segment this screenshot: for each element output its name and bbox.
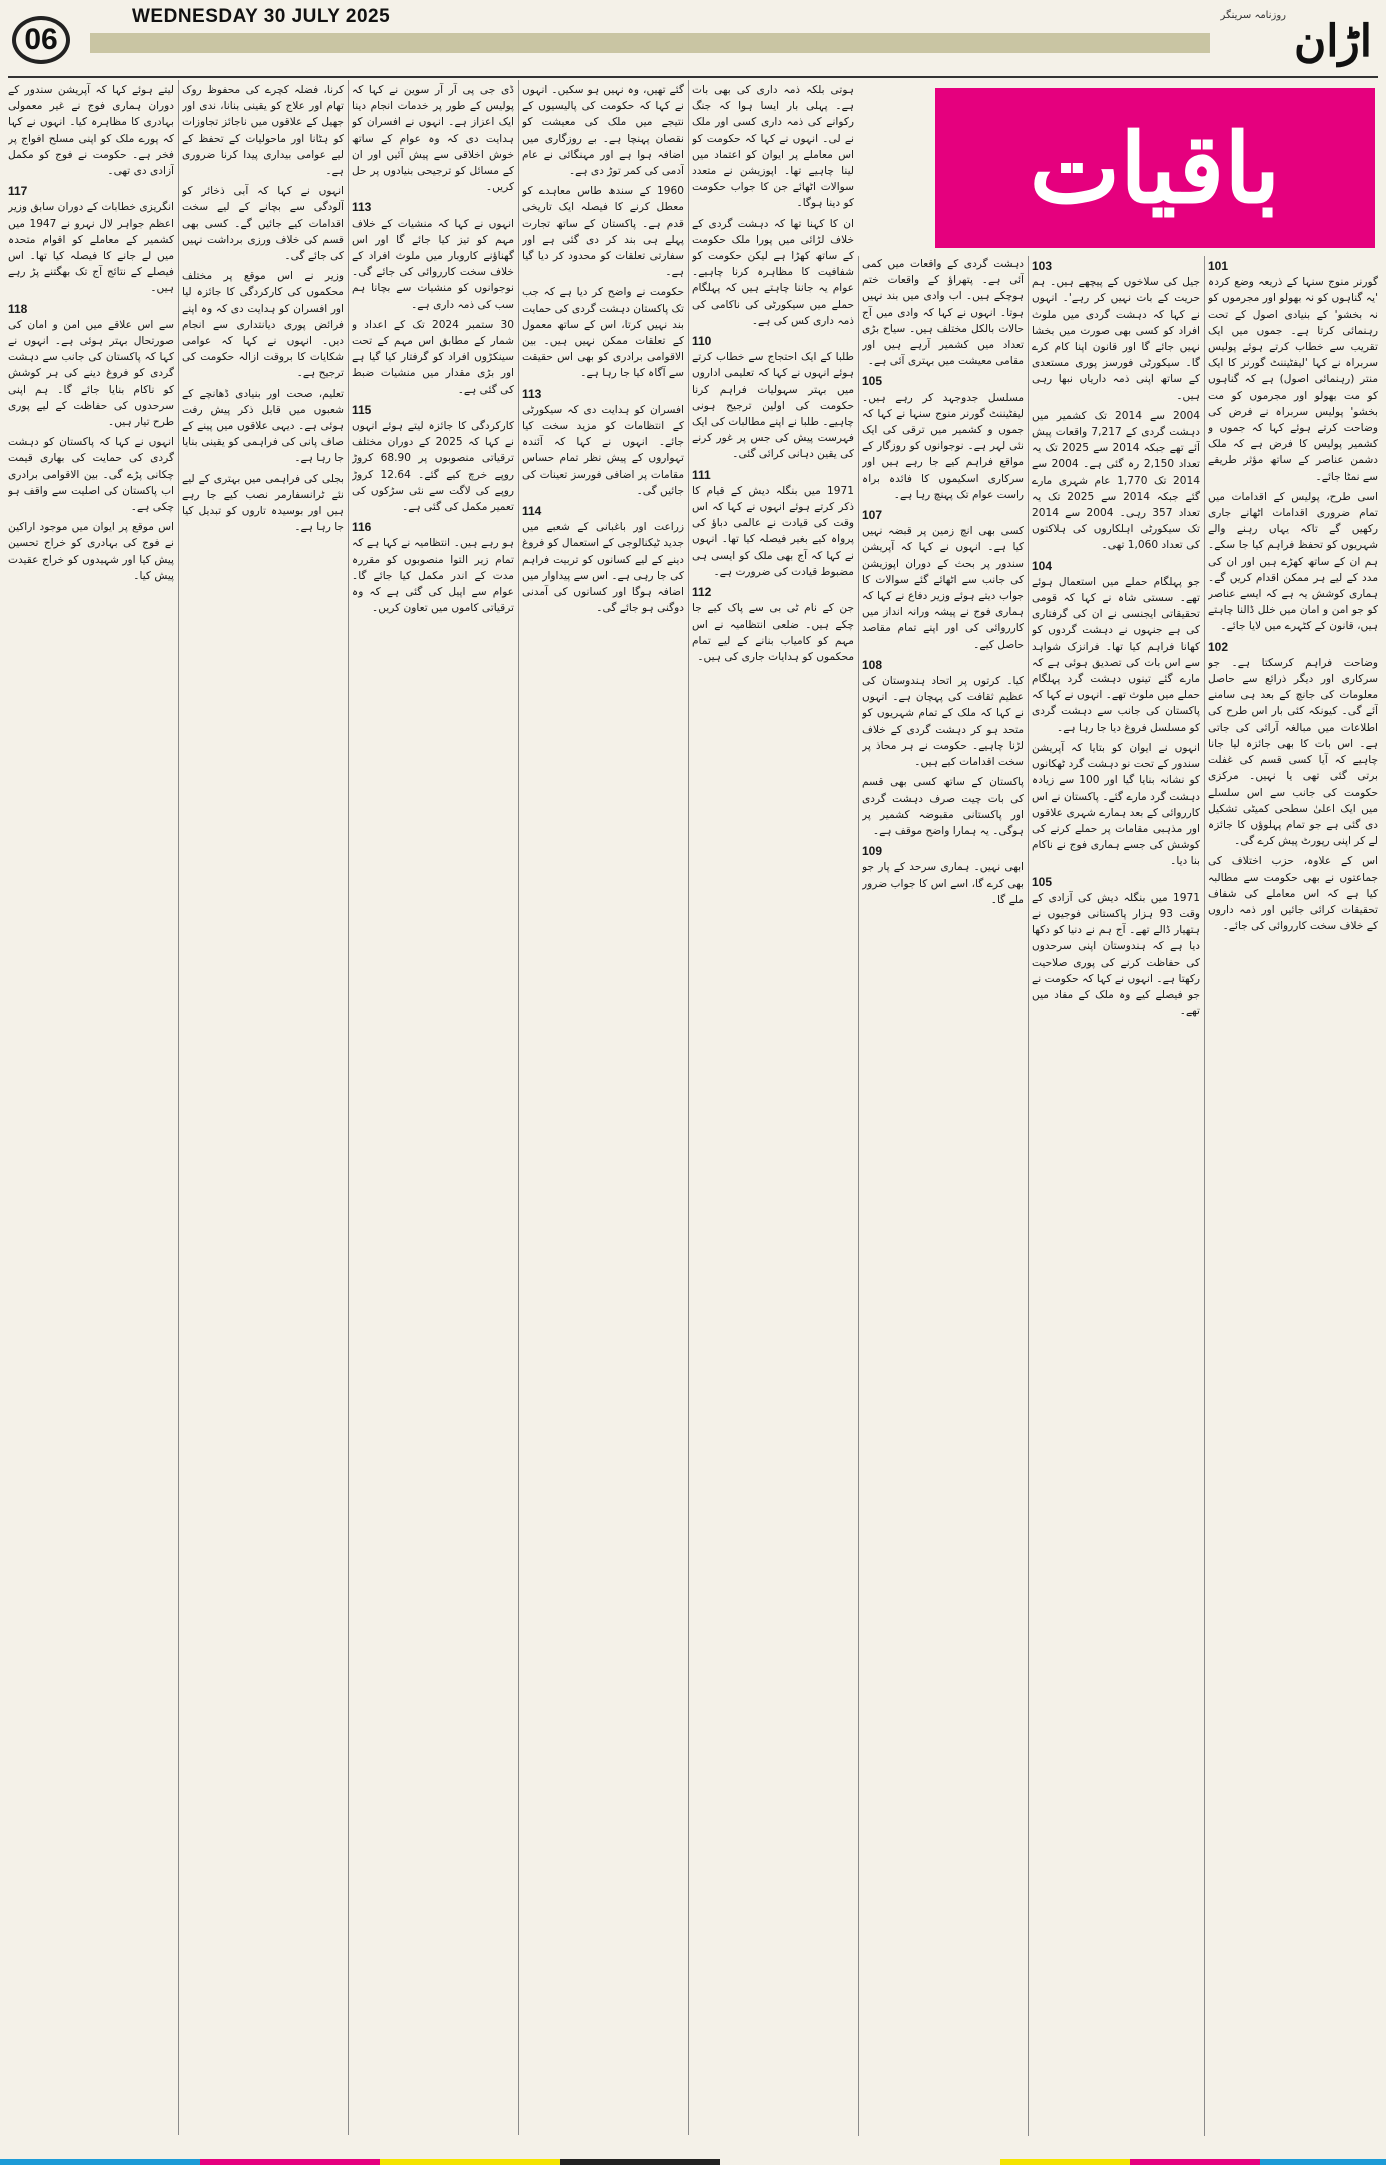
header-rule	[8, 76, 1378, 78]
article-paragraph: 2004 سے 2014 تک کشمیر میں دہشت گردی کے 7,217 واقعات پیش آئے تھے جبکہ 2014 سے 2025 تک یہ تعداد 2,150 رہ گئی ہے۔ 2004 سے 2014 تک 1,770 عام شہری مارے گئے جبکہ 2014 سے 2025 تک یہ تعداد 357 رہی۔ 2004 سے 2014 تک سیکورٹی اہلکاروں کی ہلاکتوں کی تعداد 1,060 تھی۔	[1032, 409, 1200, 552]
article-column-c3	[862, 256, 1024, 2136]
article-paragraph: وضاحت فراہم کرسکتا ہے۔ جو سرکاری اور دیگر ذرائع سے حاصل معلومات کی جانچ کے بعد ہی سامنے آئے گی۔ کیونکہ کئی بار اس طرح کی اطلاعات میں مبالغہ آرائی کی جاتی ہے۔ اس بات کا بھی جائزہ لیا جانا چاہیے کہ آیا کسی قسم کی غفلت برتی گئی تھی یا نہیں۔ مرکزی حکومت کی جانب سے اس سلسلے میں ایک اعلیٰ سطحی کمیٹی تشکیل دی گئی ہے جو تمام پہلوؤں کا جائزہ لے کر اپنی رپورٹ پیش کرے گی۔	[1208, 656, 1378, 848]
article-paragraph: زراعت اور باغبانی کے شعبے میں جدید ٹیکنالوجی کے استعمال کو فروغ دینے کے لیے کسانوں کو تربیت فراہم کی جا رہی ہے۔ اس سے پیداوار میں اضافہ ہوگا اور کسانوں کی آمدنی دوگنی ہو جائے گی۔	[522, 521, 684, 615]
article-paragraph: اس موقع پر ایوان میں موجود اراکین نے فوج کی بہادری کو خراج تحسین پیش کیا اور شہیدوں کو خراج عقیدت پیش کیا۔	[8, 521, 174, 582]
color-bar-magenta	[200, 2159, 380, 2165]
article-paragraph: انہوں نے ایوان کو بتایا کہ آپریشن سندور کے تحت نو دہشت گرد ٹھکانوں کو نشانہ بنایا گیا اور 100 سے زیادہ دہشت گرد مارے گئے۔ پاکستان نے اس کارروائی کے بعد ہمارے شہری علاقوں اور مذہبی مقامات پر حملے کرنے کی کوشش کی جسے ہماری فوج نے ناکام بنا دیا۔	[1032, 741, 1200, 868]
article-paragraph: وزیر نے اس موقع پر مختلف محکموں کی کارکردگی کا جائزہ لیا اور افسران کو ہدایت دی کہ وہ اپنے فرائض پوری دیانتداری سے انجام دیں۔ انہوں نے کہا کہ عوامی شکایات کا بروقت ازالہ حکومت کی ترجیح ہے۔	[182, 270, 344, 380]
article-paragraph: کرنا، فضلہ کچرے کی محفوظ روک تھام اور علاج کو یقینی بنانا، ندی اور جھیل کے علاقوں میں ناجائز تجاوزات کو ہٹانا اور ماحولیات کے تحفظ کے لیے عوامی بیداری پیدا کرنا ضروری ہے۔	[182, 84, 344, 178]
article-column-c4	[692, 82, 854, 2136]
article-paragraph: کیا۔ کرتوں پر اتحاد ہندوستان کی عظیم ثقافت کی پہچان ہے۔ انہوں نے کہا کہ ملک کے تمام شہریوں کو متحد ہو کر دہشت گردی کے خلاف لڑنا چاہیے۔ حکومت نے ہر محاذ پر سخت اقدامات کیے ہیں۔	[862, 675, 1024, 769]
article-paragraph: انہوں نے کہا کہ منشیات کے خلاف مہم کو تیز کیا جائے گا اور اس گھناؤنے کاروبار میں ملوث افراد کے خلاف سخت کارروائی کی جائے گی۔ نوجوانوں کو منشیات سے بچانا ہم سب کی ذمہ داری ہے۔	[352, 217, 514, 311]
article-column-c7	[182, 82, 344, 2136]
masthead-subtitle: روزنامہ سرینگر	[1220, 10, 1286, 21]
article-paragraph: ڈی جی پی آر آر سوین نے کہا کہ پولیس کے طور پر خدمات انجام دینا ایک اعزاز ہے۔ انہوں نے افسران کو ہدایت دی کہ وہ عوام کے ساتھ خوش اخلاقی سے پیش آئیں اور ان کے مسائل کو ترجیحی بنیادوں پر حل کریں۔	[352, 84, 514, 194]
story-number: 117	[8, 184, 28, 199]
article-paragraph: کسی بھی انچ زمین پر قبضہ نہیں کیا ہے۔ انہوں نے کہا کہ آپریشن سندور پر بحث کے دوران اپوزیشن کی جانب سے اٹھائے گئے سوالات کا جواب دیتے ہوئے وزیر دفاع نے کہا کہ ہماری فوج نے پیشہ ورانہ انداز میں کارروائی کی اور اپنے تمام مقاصد حاصل کیے۔	[862, 525, 1024, 651]
article-paragraph: مسلسل جدوجہد کر رہے ہیں۔ لیفٹیننٹ گورنر منوج سنہا نے کہا کہ جموں و کشمیر میں ترقی کی ایک نئی لہر ہے۔ نوجوانوں کو روزگار کے مواقع فراہم کیے جا رہے ہیں اور سرکاری اسکیموں کا فائدہ براہ راست عوام تک پہنچ رہا ہے۔	[862, 391, 1024, 501]
column-separator	[348, 80, 349, 2135]
article-paragraph: لیتے ہوئے کہا کہ آپریشن سندور کے دوران ہماری فوج نے غیر معمولی بہادری کا مظاہرہ کیا۔ انہوں نے کہا کہ پورے ملک کو اپنی مسلح افواج پر فخر ہے۔ حکومت نے فوج کو مکمل آزادی دی تھی۔	[8, 84, 174, 178]
story-number: 103	[1032, 259, 1053, 273]
story-number: 102	[1208, 639, 1229, 654]
article-paragraph: بجلی کی فراہمی میں بہتری کے لیے نئے ٹرانسفارمر نصب کیے جا رہے ہیں اور بوسیدہ تاروں کو تبدیل کیا جا رہا ہے۔	[182, 472, 344, 534]
article-column-c2	[1032, 256, 1200, 2136]
article-paragraph: دہشت گردی کے واقعات میں کمی آئی ہے۔ پتھراؤ کے واقعات ختم ہوچکے ہیں۔ اب وادی میں بند نہیں ہوتا۔ انہوں نے کہا کہ وادی میں آج حالات بالکل مختلف ہیں۔ سیاح بڑی تعداد میں کشمیر آرہے ہیں اور مقامی معیشت میں بہتری آئی ہے۔	[862, 258, 1024, 368]
column-separator	[178, 80, 179, 2135]
story-number: 104	[1032, 558, 1053, 573]
story-number: 114	[522, 504, 542, 519]
section-banner: باقیات	[935, 88, 1375, 248]
column-separator	[518, 80, 519, 2135]
story-number: 112	[692, 585, 712, 600]
article-paragraph: انگریزی خطابات کے دوران سابق وزیر اعظم جواہر لال نہرو نے 1947 میں کشمیر کے معاملے کو اقوام متحدہ میں لے جانے کا فیصلہ کیا تھا۔ اس فیصلے کے نتائج آج تک بھگتنے پڑ رہے ہیں۔	[8, 201, 174, 295]
article-paragraph: 1971 میں بنگلہ دیش کے قیام کا ذکر کرتے ہوئے انہوں نے کہا کہ اس وقت کی قیادت نے عالمی دباؤ کی پرواہ کیے بغیر فیصلہ کیا تھا۔ انہوں نے کہا کہ آج بھی ملک کو ایسی ہی مضبوط قیادت کی ضرورت ہے۔	[692, 484, 854, 578]
article-paragraph: انہوں نے کہا کہ پاکستان کو دہشت گردی کی حمایت کی بھاری قیمت چکانی پڑے گی۔ بین الاقوامی برادری اب پاکستان کی اصلیت سے واقف ہو چکی ہے۔	[8, 436, 174, 514]
article-paragraph: انہوں نے کہا کہ آبی ذخائر کو آلودگی سے بچانے کے لیے سخت اقدامات کیے جائیں گے۔ کسی بھی قسم کی خلاف ورزی برداشت نہیں کی جائے گی۔	[182, 185, 344, 263]
color-bar-cyan-2	[1260, 2159, 1386, 2165]
story-number: 107	[862, 508, 883, 523]
article-paragraph: سے اس علاقے میں امن و امان کی صورتحال بہتر ہوئی ہے۔ انہوں نے کہا کہ پاکستان کی جانب سے دہشت گردی کو فروغ دینے کی ہر کوشش کو ناکام بنایا جائے گا۔ ہم اپنی سرحدوں کی حفاظت کے لیے پوری طرح تیار ہیں۔	[8, 318, 174, 429]
article-paragraph: 1971 میں بنگلہ دیش کی آزادی کے وقت 93 ہزار پاکستانی فوجیوں نے ہتھیار ڈالے تھے۔ آج ہم نے دنیا کو دکھا دیا ہے کہ ہندوستان اپنی سرحدوں کی حفاظت کرنے کی پوری صلاحیت رکھتا ہے۔ انہوں نے کہا کہ حکومت نے جو فیصلے کیے وہ ملک کے مفاد میں تھے۔	[1032, 891, 1200, 1018]
article-paragraph: گئے تھیں، وہ نہیں ہو سکیں۔ انہوں نے کہا کہ حکومت کی پالیسیوں کے نتیجے میں ملک کی معیشت کو نقصان پہنچا ہے۔ بے روزگاری میں اضافہ ہوا ہے اور مہنگائی نے عام آدمی کی کمر توڑ دی ہے۔	[522, 84, 684, 178]
masthead-title: اڑان	[1293, 16, 1372, 67]
article-paragraph: ابھی نہیں۔ ہماری سرحد کے پار جو بھی کرے گا، اسے اس کا جواب ضرور ملے گا۔	[862, 861, 1024, 906]
color-bar-magenta-2	[1130, 2159, 1260, 2165]
color-bar-yellow	[380, 2159, 560, 2165]
article-paragraph: حکومت نے واضح کر دیا ہے کہ جب تک پاکستان دہشت گردی کی حمایت بند نہیں کرتا، اس کے ساتھ معمول کے تعلقات ممکن نہیں ہیں۔ بین الاقوامی برادری کو بھی اس حقیقت سے آگاہ کیا جا رہا ہے۔	[522, 286, 684, 380]
column-separator	[1204, 256, 1205, 2136]
story-number: 108	[862, 657, 883, 672]
story-number: 116	[352, 520, 372, 535]
article-column-c8	[8, 82, 174, 2136]
article-paragraph: 1960 کے سندھ طاس معاہدے کو معطل کرنے کا فیصلہ ایک تاریخی قدم ہے۔ پاکستان کے ساتھ تجارت پہلے ہی بند کر دی گئی ہے اور سفارتی تعلقات کو محدود کر دیا گیا ہے۔	[522, 185, 684, 279]
page-number: 06	[12, 16, 70, 64]
story-number: 109	[862, 844, 883, 859]
column-separator	[688, 80, 689, 2135]
article-paragraph: اسی طرح، پولیس کے اقدامات میں تمام ضروری اقدامات اٹھانے جاری رکھیں گے تاکہ یہاں رہنے والے شہریوں کو تحفظ فراہم کیا جا سکے۔ ہم ان کے ساتھ کھڑے ہیں اور ان کی مدد کے لیے ہر ممکن اقدام کریں گے۔ ہماری کوشش یہ ہے کہ ایسے عناصر کو جو امن و امان میں خلل ڈالنا چاہتے ہیں، قانون کے کٹہرے میں لایا جائے۔	[1208, 490, 1378, 633]
article-paragraph: کارکردگی کا جائزہ لیتے ہوئے انہوں نے کہا کہ 2025 کے دوران مختلف ترقیاتی منصوبوں پر 68.90 کروڑ روپے خرچ کیے گئے۔ 12.64 کروڑ روپے کی لاگت سے نئی سڑکوں کی تعمیر مکمل کی گئی ہے۔	[352, 420, 514, 514]
story-number: 105	[1032, 874, 1053, 889]
color-bar-yellow-2	[1000, 2159, 1130, 2165]
article-paragraph: افسران کو ہدایت دی کہ سیکورٹی کے انتظامات کو مزید سخت کیا جائے۔ انہوں نے کہا کہ آئندہ تہواروں کے پیش نظر تمام حساس مقامات پر اضافی فورسز تعینات کی جائیں گی۔	[522, 403, 684, 497]
article-paragraph: ہو رہے ہیں۔ انتظامیہ نے کہا ہے کہ تمام زیر التوا منصوبوں کو مقررہ مدت کے اندر مکمل کیا جائے گا۔ عوام سے اپیل کی گئی ہے کہ وہ ترقیاتی کاموں میں تعاون کریں۔	[352, 537, 514, 615]
story-number: 115	[352, 402, 372, 417]
column-separator	[1028, 256, 1029, 2136]
article-column-c6	[352, 82, 514, 2136]
article-paragraph: اس کے علاوہ، حزب اختلاف کی جماعتوں نے بھی حکومت سے مطالبہ کیا ہے کہ اس معاملے کی شفاف تحقیقات کرائی جائیں اور ذمہ داروں کے خلاف سخت کارروائی کی جائے۔	[1208, 855, 1378, 933]
article-paragraph: ہوتی بلکہ ذمہ داری کی بھی بات ہے۔ پہلی بار ایسا ہوا کہ جنگ رکوانے کی ذمہ داری کسی اور ملک نے لی۔ انہوں نے کہا کہ حکومت کو اس معاملے پر ایوان کو اعتماد میں لینا چاہیے تھا۔ اپوزیشن نے متعدد سوالات اٹھائے جن کا جواب حکومت کو دینا ہوگا۔	[692, 84, 854, 210]
article-column-c1	[1208, 256, 1378, 2136]
article-paragraph: جن کے نام ٹی بی سے پاک کیے جا چکے ہیں۔ ضلعی انتظامیہ نے اس مہم کو کامیاب بنانے کے لیے تمام محکموں کو ہدایات جاری کی ہیں۔	[692, 602, 854, 663]
story-number: 111	[692, 467, 711, 482]
page-header	[0, 0, 1386, 72]
story-number: 110	[692, 334, 712, 349]
header-band	[90, 33, 1210, 53]
article-paragraph: 30 ستمبر 2024 تک کے اعداد و شمار کے مطابق اس مہم کے تحت سینکڑوں افراد کو گرفتار کیا گیا ہے اور بڑی مقدار میں منشیات ضبط کی گئی ہے۔	[352, 318, 514, 396]
color-bar-black	[560, 2159, 720, 2165]
story-number: 118	[8, 301, 28, 316]
article-paragraph: تعلیم، صحت اور بنیادی ڈھانچے کے شعبوں میں قابل ذکر پیش رفت ہوئی ہے۔ دیہی علاقوں میں پینے کے صاف پانی کی فراہمی کو یقینی بنایا جا رہا ہے۔	[182, 387, 344, 465]
color-bar-cyan	[0, 2159, 200, 2165]
article-column-c5	[522, 82, 684, 2136]
article-paragraph: طلبا کے ایک احتجاج سے خطاب کرتے ہوئے انہوں نے کہا کہ تعلیمی اداروں میں بہتر سہولیات فراہم کرنا حکومت کی اولین ترجیح ہونی چاہیے۔ طلبا نے اپنے مطالبات کی ایک فہرست پیش کی جس پر غور کرنے کی یقین دہانی کرائی گئی۔	[692, 351, 854, 461]
story-number: 113	[522, 386, 542, 401]
article-paragraph: ان کا کہنا تھا کہ دہشت گردی کے خلاف لڑائی میں پورا ملک حکومت کے ساتھ کھڑا ہے لیکن حکومت کو شفافیت کا مظاہرہ کرنا چاہیے۔ عوام یہ جاننا چاہتے ہیں کہ پہلگام حملے میں سیکورٹی کی ناکامی کی ذمہ داری کس کی ہے۔	[692, 217, 854, 327]
article-paragraph: جو پہلگام حملے میں استعمال ہوئے تھے۔ سستی شاہ نے کہا کہ قومی تحقیقاتی ایجنسی نے ان کی گرفتاری کی ہے جنہوں نے دہشت گردوں کو کھانا فراہم کیا تھا۔ فرانزک شواہد سے اس بات کی تصدیق ہوئی ہے کہ مارے گئے تینوں دہشت گرد پہلگام حملے میں ملوث تھے۔ انہوں نے کہا کہ پاکستان کی جانب سے دہشت گردی کو مسلسل فروغ دیا جا رہا ہے۔	[1032, 575, 1200, 734]
dateline: WEDNESDAY 30 JULY 2025	[132, 6, 391, 27]
masthead	[1202, 10, 1372, 68]
column-separator	[858, 256, 859, 2136]
story-number: 113	[352, 200, 372, 215]
article-paragraph: گورنر منوج سنہا کے ذریعہ وضع کردہ 'یہ گناہوں کو نہ بھولو اور مجرموں کو نہ بخشو' کے بنیادی اصول کے تحت رہنمائی کرتا ہے۔ جموں میں ایک تقریب سے خطاب کرتے ہوئے پولیس سربراہ نے کہا 'لیفٹیننٹ گورنر کا ایک منتر (رہنمائی اصول) ہے کہ گناہوں کو مت بھولو اور مجرموں کو مت بخشو' پولیس سربراہ نے فرض کی وضاحت کرتے ہوئے کہا کہ جموں و کشمیر پولیس کا فرض ہے کہ ملک دشمن عناصر کے ساتھ مؤثر طریقے سے نمٹا جائے۔	[1208, 276, 1378, 483]
article-paragraph: جیل کی سلاخوں کے پیچھے ہیں۔ ہم حریت کے بات نہیں کر رہے'۔ انہوں نے کہا کہ دہشت گردی میں ملوث افراد کو کسی بھی صورت میں بخشا نہیں جائے گا اور قانون اپنا کام کرے گا۔ سیکورٹی فورسز پوری مستعدی کے ساتھ اپنی ذمہ داریاں نبھا رہی ہیں۔	[1032, 276, 1200, 402]
article-paragraph: پاکستان کے ساتھ کسی بھی قسم کی بات چیت صرف دہشت گردی اور پاکستانی مقبوضہ کشمیر پر ہوگی۔ یہ ہمارا واضح موقف ہے۔	[862, 776, 1024, 837]
story-number: 101	[1208, 259, 1229, 273]
story-number: 105	[862, 374, 883, 389]
